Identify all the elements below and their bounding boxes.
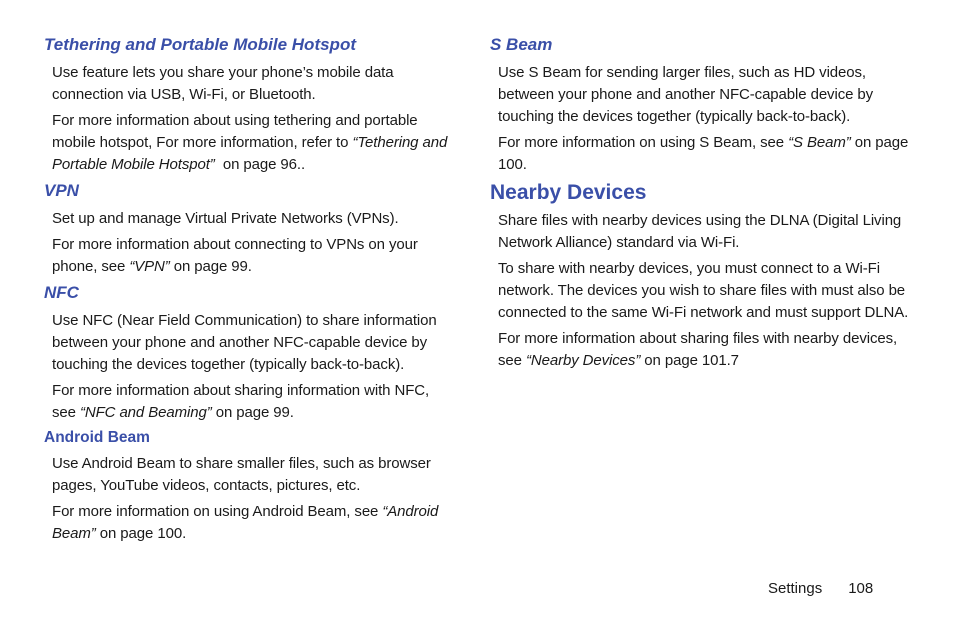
nfc-more-info (52, 380, 454, 424)
s-beam-description: Use S Beam for sending larger files, such as HD videos, between your phone and another NFC-capable device by touching the devices together (typically back-to-back). (498, 64, 874, 125)
vpn-more-info (52, 234, 454, 278)
footer-section-name: Settings (768, 580, 823, 597)
tethering-more-info-text: For more information about using tethering and portable mobile hotspot, For more information, refer to (52, 112, 418, 151)
android-beam-more-info (52, 501, 454, 545)
s-beam-page-ref: on page 100. (498, 134, 909, 173)
android-beam-page-ref: on page 100. (95, 525, 187, 542)
heading-vpn: VPN (44, 181, 79, 200)
vpn-more-info-text: For more information about connecting to VPNs on your phone, see (52, 236, 418, 275)
page-footer (768, 579, 873, 599)
vpn-description: Set up and manage Virtual Private Networks (VPNs). (52, 210, 399, 227)
nfc-reference: “NFC and Beaming” (79, 404, 212, 421)
heading-s-beam: S Beam (490, 35, 553, 54)
tethering-reference: “Tethering and Portable Mobile Hotspot” (52, 134, 448, 173)
right-column (490, 34, 910, 376)
s-beam-reference: “S Beam” (788, 134, 851, 151)
heading-nearby-devices: Nearby Devices (490, 181, 647, 204)
nfc-page-ref: on page 99. (211, 404, 294, 421)
android-beam-more-info-text: For more information on using Android Beam, see (52, 503, 383, 520)
android-beam-description: Use Android Beam to share smaller files, such as browser pages, YouTube videos, contacts, pictures, etc. (52, 455, 431, 494)
nfc-more-info-text: For more information about sharing information with NFC, see (52, 382, 430, 421)
tethering-description: Use feature lets you share your phone’s mobile data connection via USB, Wi-Fi, or Bluetooth. (52, 64, 394, 103)
heading-tethering: Tethering and Portable Mobile Hotspot (44, 35, 356, 54)
left-column (44, 34, 454, 549)
heading-nfc: NFC (44, 283, 79, 302)
vpn-page-ref: on page 99. (169, 258, 252, 275)
nfc-description: Use NFC (Near Field Communication) to share information between your phone and another NFC-capable device by touching the devices together (typically back-to-back). (52, 312, 437, 373)
nearby-reference: “Nearby Devices” (525, 352, 641, 369)
s-beam-more-info-text: For more information on using S Beam, see (498, 134, 789, 151)
nearby-page-ref: on page 101.7 (640, 352, 739, 369)
android-beam-reference: “Android Beam” (52, 503, 439, 542)
nearby-description: Share files with nearby devices using the DLNA (Digital Living Network Alliance) standard via Wi-Fi. (498, 212, 902, 251)
nearby-more-info-text: For more information about sharing files with nearby devices, see (498, 330, 898, 369)
nearby-requirements: To share with nearby devices, you must connect to a Wi-Fi network. The devices you wish to share files with must also be connected to the same Wi-Fi network and must support DLNA. (498, 260, 909, 321)
nearby-more-info (498, 328, 910, 372)
tethering-page-ref: on page 96.. (214, 156, 306, 173)
tethering-more-info (52, 110, 454, 176)
vpn-reference: “VPN” (129, 258, 170, 275)
s-beam-more-info (498, 132, 910, 176)
footer-page-number: 108 (848, 580, 874, 597)
heading-android-beam: Android Beam (44, 429, 150, 446)
